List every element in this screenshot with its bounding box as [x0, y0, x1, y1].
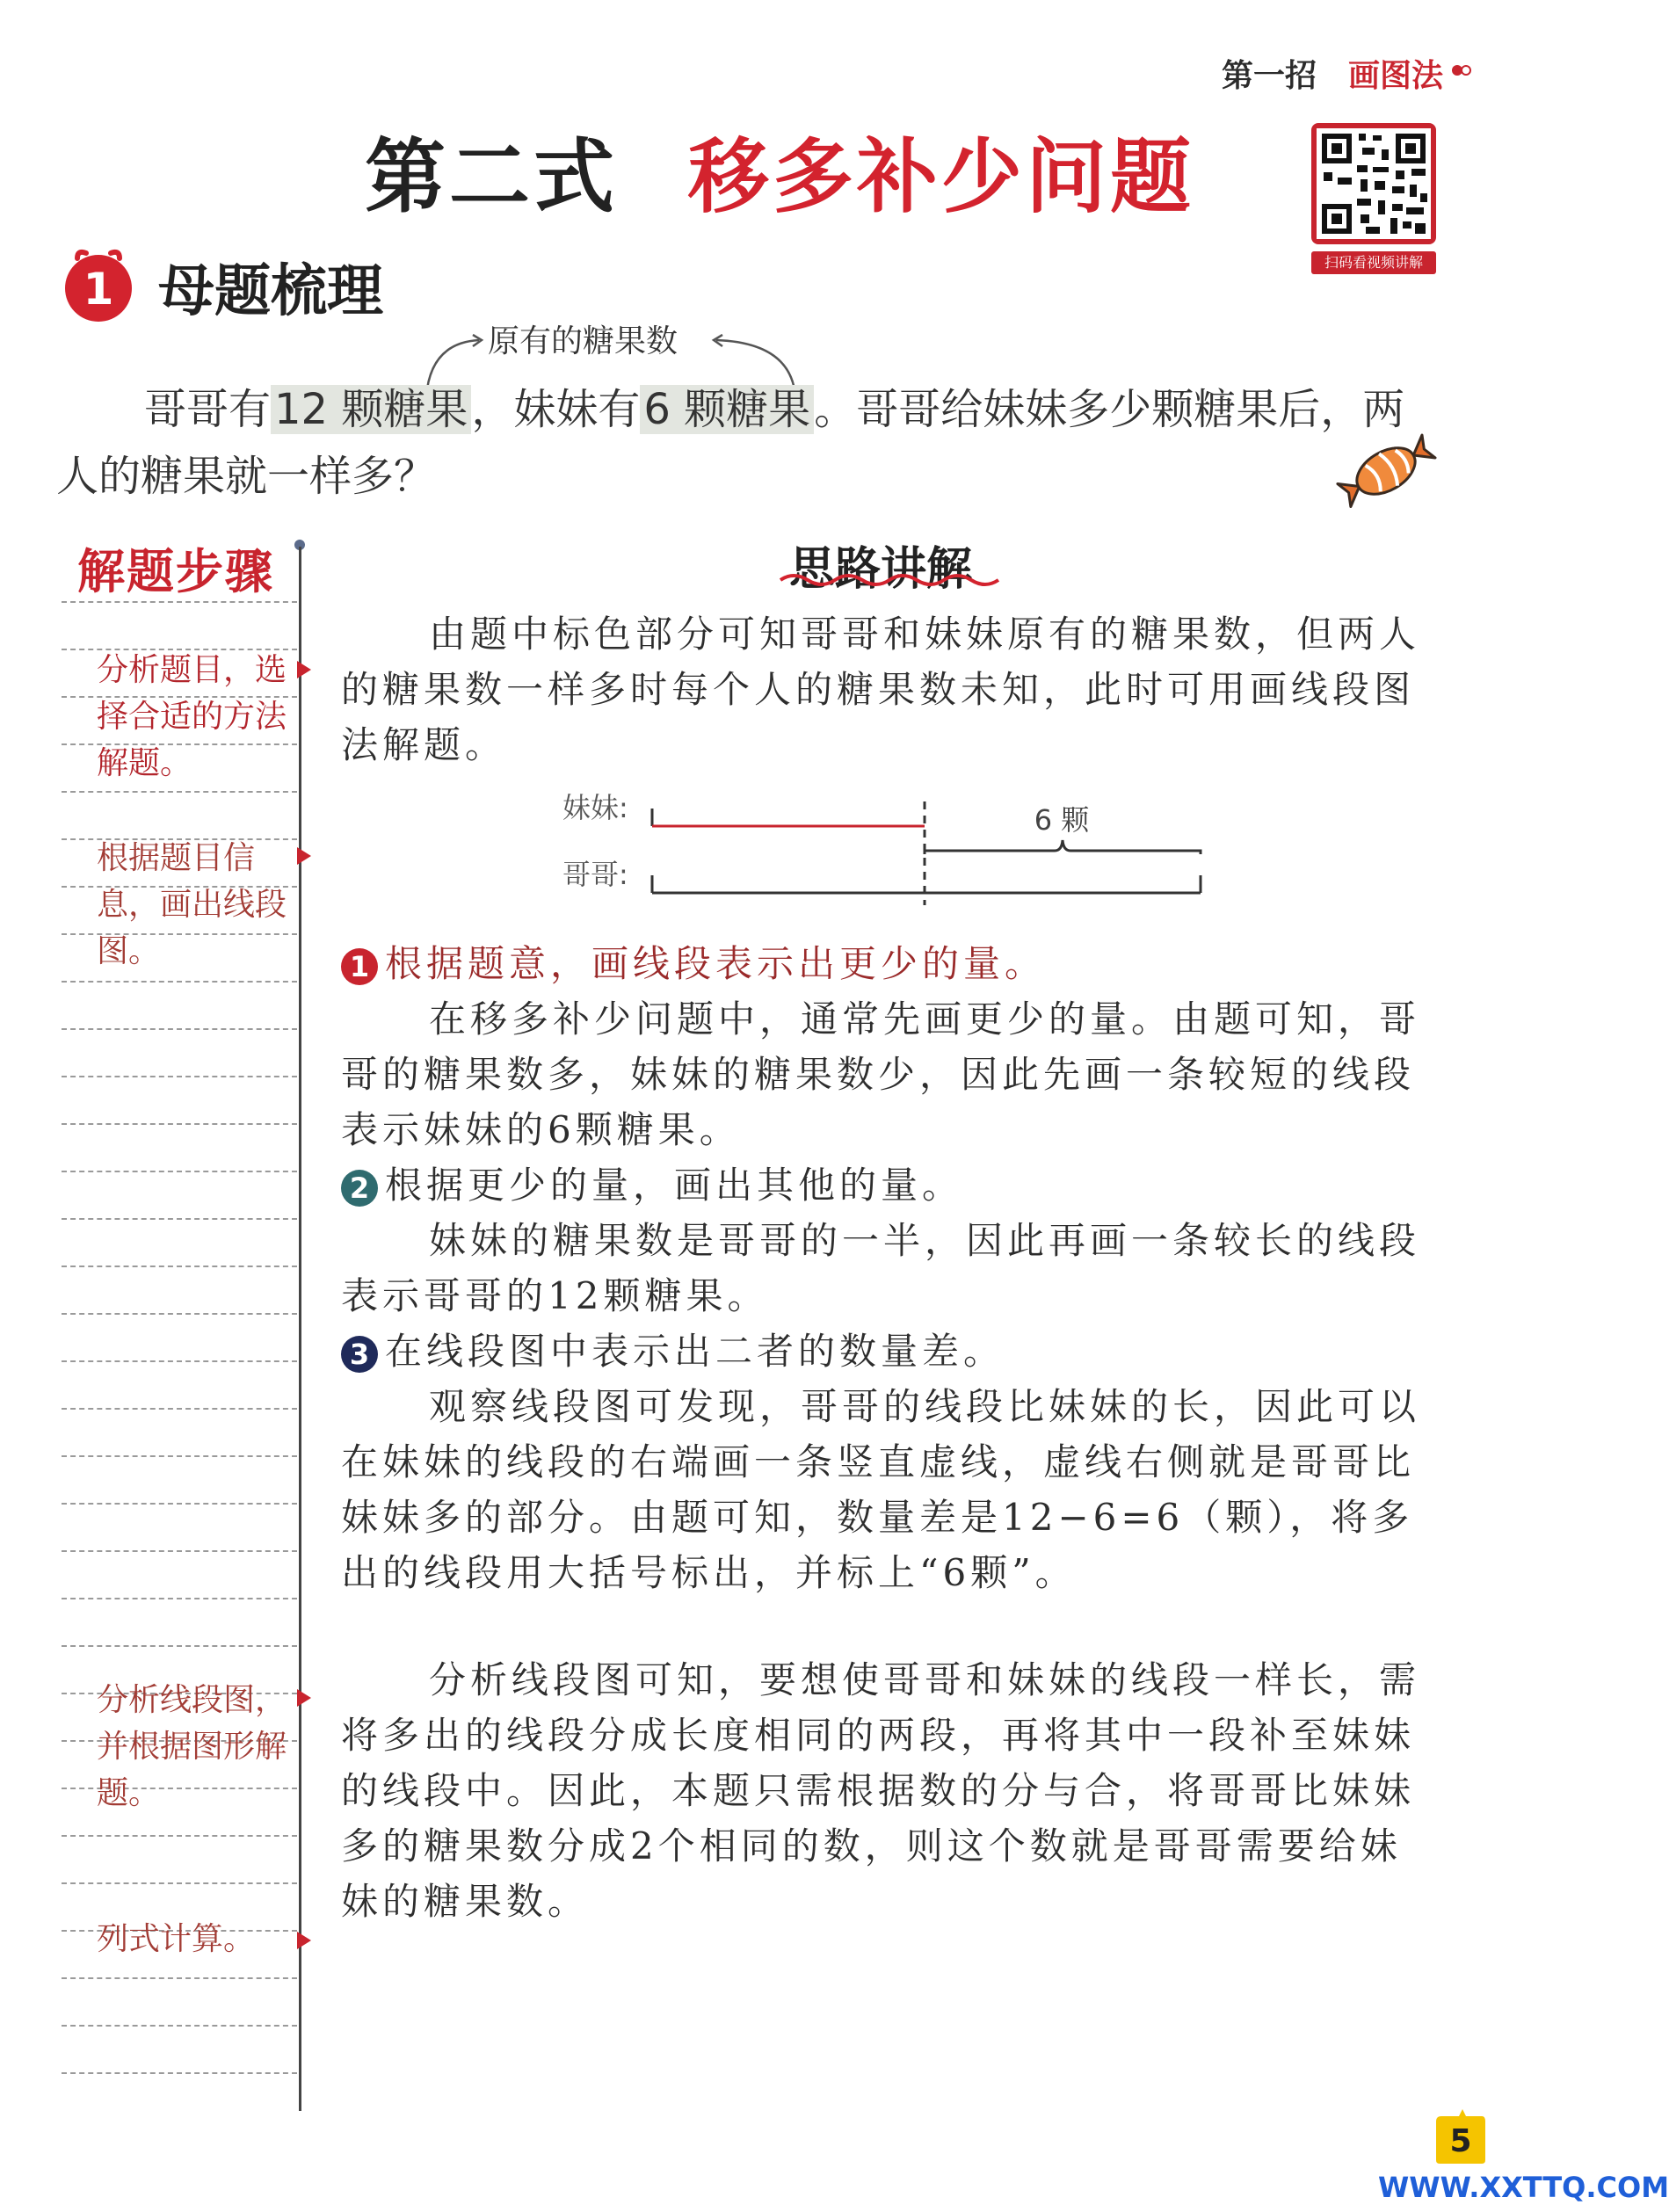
brother-label: 哥哥: [562, 858, 628, 891]
sidebar-dash [62, 1550, 297, 1552]
sidebar-dash [62, 1028, 297, 1030]
step-3-heading-text: 在线段图中表示出二者的数量差。 [385, 1330, 1005, 1373]
step-marker-icon [297, 1689, 313, 1707]
title-part1: 第二式 [364, 130, 618, 224]
section-number: 1 [83, 264, 114, 315]
qr-caption: 扫码看视频讲解 [1311, 251, 1436, 274]
sidebar-dash [62, 2025, 297, 2027]
sidebar-step-3: 分析线段图，并根据图形解题。 [97, 1682, 287, 1811]
page-number: 5 [1449, 2123, 1472, 2159]
sidebar-dash [62, 1218, 297, 1220]
method-label: 画图法 [1347, 58, 1443, 94]
sidebar-dash [62, 1076, 297, 1077]
step-marker-icon [297, 847, 313, 865]
sidebar-dash [62, 1123, 297, 1125]
sister-label: 妹妹: [562, 791, 628, 824]
sidebar-dash [62, 1835, 297, 1837]
step-1-heading [341, 936, 1440, 991]
question-annotation: 原有的糖果数 [488, 323, 678, 359]
chapter-header [1222, 51, 1443, 96]
sidebar-dash [62, 1882, 297, 1884]
sidebar-dash [62, 791, 297, 793]
difference-label: 6 颗 [1034, 803, 1090, 837]
section-badge-icon [54, 246, 146, 323]
sidebar-dash [62, 1503, 297, 1505]
page-number-badge [1433, 2109, 1489, 2165]
step-2-body: 妹妹的糖果数是哥哥的一半，因此再画一条较长的线段表示哥哥的12颗糖果。 [341, 1219, 1421, 1317]
question-seg1: 哥哥有 [144, 385, 272, 434]
question-highlight2: 6 颗糖果 [640, 385, 814, 434]
sidebar-dash [62, 1266, 297, 1267]
step-2-heading [341, 1157, 1440, 1213]
sidebar-dash [62, 1313, 297, 1315]
watermark: WWW.XXTTQ.COM [1378, 2171, 1669, 2204]
question-seg3: 。哥哥给妹妹多少颗糖果后，两人的糖果就一样多？ [56, 385, 1405, 501]
segment-diagram [527, 773, 1230, 914]
question-seg2: ，妹妹有 [471, 385, 641, 434]
step-2-heading-text: 根据更少的量，画出其他的量。 [385, 1164, 964, 1207]
sidebar-dash [62, 981, 297, 983]
wavy-underline-icon [780, 571, 998, 589]
sidebar-dash [62, 1645, 297, 1647]
step-1-heading-text: 根据题意，画线段表示出更少的量。 [385, 942, 1047, 985]
analysis-paragraph: 分析线段图可知，要想使哥哥和妹妹的线段一样长，需将多出的线段分成长度相同的两段，再将其中一段补至妹妹的线段中。因此，本题只需根据数的分与合，将哥哥比妹妹多的糖果数分成2个相同的数，则这个数就是哥哥需要给妹妹的糖果数。 [341, 1658, 1421, 1923]
step-marker-icon [297, 1932, 313, 1949]
chapter-label: 第一招 [1221, 58, 1317, 94]
sidebar-dash [62, 1408, 297, 1410]
sidebar-dash [62, 601, 297, 603]
sidebar-dash [62, 1977, 297, 1979]
step-marker-icon [297, 661, 313, 678]
section-title: 母题梳理 [158, 259, 383, 324]
sidebar-step-4: 列式计算。 [97, 1921, 256, 1957]
step-1-badge: 1 [341, 948, 378, 985]
sidebar-step-2: 根据题目信息，画出线段图。 [97, 840, 287, 969]
sidebar-dash [62, 1171, 297, 1172]
sidebar-dash [62, 2072, 297, 2074]
title-part2: 移多补少问题 [688, 130, 1195, 224]
sidebar-dash [62, 1360, 297, 1362]
difference-brace [925, 840, 1201, 854]
qr-code[interactable] [1311, 123, 1436, 272]
sidebar-step-1: 分析题目，选择合适的方法解题。 [97, 652, 287, 781]
sidebar-dash [62, 1598, 297, 1599]
header-dot-icon [1452, 63, 1471, 77]
step-1-body: 在移多补少问题中，通常先画更少的量。由题可知，哥哥的糖果数多，妹妹的糖果数少，因此先画一条较短的线段表示妹妹的6颗糖果。 [341, 997, 1421, 1151]
step-3-body: 观察线段图可发现，哥哥的线段比妹妹的长，因此可以在妹妹的线段的右端画一条竖直虚线，虚线右侧就是哥哥比妹妹多的部分。由题可知，数量差是12−6=6（颗），将多出的线段用大括号标出，并标上“6颗”。 [341, 1385, 1421, 1594]
qr-icon [1311, 123, 1436, 244]
step-3-badge: 3 [341, 1336, 378, 1373]
question-highlight1: 12 颗糖果 [271, 385, 471, 434]
sidebar-title: 解题步骤 [77, 544, 274, 599]
intro-paragraph: 由题中标色部分可知哥哥和妹妹原有的糖果数，但两人的糖果数一样多时每个人的糖果数未知，此时可用画线段图法解题。 [341, 613, 1421, 766]
step-3-heading [341, 1324, 1440, 1379]
question-text [56, 376, 1445, 510]
candy-icon [1336, 435, 1437, 507]
thinking-title: 思路讲解 [789, 543, 973, 596]
step-2-badge: 2 [341, 1170, 378, 1207]
sidebar-dash [62, 1455, 297, 1457]
